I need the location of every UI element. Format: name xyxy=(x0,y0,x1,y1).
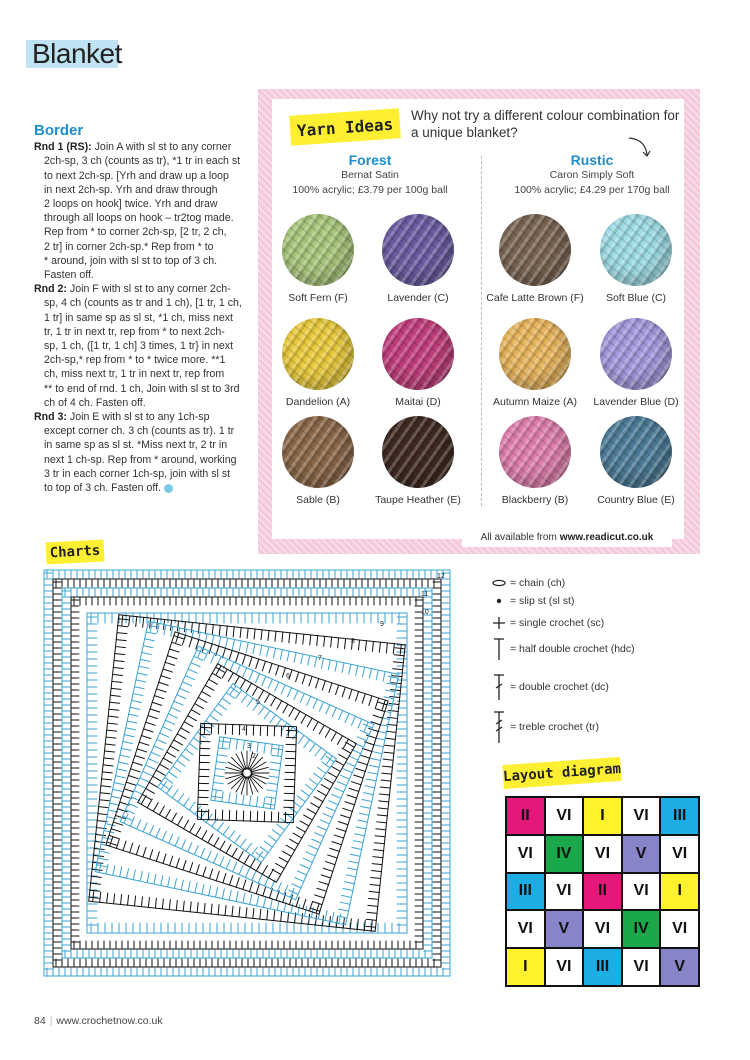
layout-cell: I xyxy=(661,874,698,910)
round-2-text: ** to end of rnd. 1 ch, Join with sl st to 3rd xyxy=(44,382,240,395)
chart-round-number: 5 xyxy=(256,699,260,706)
rustic-collection xyxy=(492,152,692,198)
layout-cell: III xyxy=(507,874,544,910)
yarn-ball xyxy=(382,416,454,488)
chart-inner-round xyxy=(106,632,388,914)
round-3 xyxy=(34,410,254,495)
rustic-name: Rustic xyxy=(570,152,614,168)
round-1-text: 2 loops on hook] twice. Yrh and draw xyxy=(44,198,218,211)
availability-note xyxy=(462,527,672,547)
layout-cell: VI xyxy=(584,911,621,947)
round-1-label: Rnd 1 (RS): xyxy=(34,141,92,154)
cross-sc-icon xyxy=(488,612,510,634)
round-2-text: sp, 1 ch, ([1 tr, 1 ch] 3 times, 1 tr} in next xyxy=(44,340,234,353)
round-2-text: ch, miss next tr, 1 tr in next tr, rep from xyxy=(44,368,225,381)
swatch-label: Autumn Maize (A) xyxy=(492,396,578,408)
swatch-label: Dandelion (A) xyxy=(285,396,351,408)
round-3-text: in same sp as sl st. *Miss next tr, 2 tr in xyxy=(44,439,228,452)
round-1-text: to next 2ch-sp. [Yrh and draw up a loop xyxy=(44,169,229,182)
chart-inner-round xyxy=(158,684,337,863)
charts-tag: Charts xyxy=(45,539,104,564)
t-double-slash-tr-icon xyxy=(488,716,510,738)
swatch-label: Blackberry (B) xyxy=(501,494,569,506)
round-2-text: ch of 4 ch. Fasten off. xyxy=(44,396,146,409)
chart-round-number: 12 xyxy=(437,573,445,580)
legend-label: = slip st (sl st) xyxy=(510,595,575,607)
layout-cell: VI xyxy=(661,911,698,947)
dot-slip-stitch-icon xyxy=(488,590,510,612)
round-2-text: 2ch-sp,* rep from * to * twice more. **1 xyxy=(44,354,226,367)
round-1-text: through all loops on hook – tr2tog made. xyxy=(44,212,234,225)
swatch-label: Sable (B) xyxy=(296,494,340,506)
layout-cell: III xyxy=(584,949,621,985)
layout-cell: VI xyxy=(546,949,583,985)
round-3-text: Join E with sl st to any 1ch-sp xyxy=(69,411,210,424)
round-2-label: Rnd 2: xyxy=(34,283,67,296)
yarn-swatch xyxy=(368,214,468,304)
page-title: Blanket xyxy=(32,38,122,69)
crochet-chart xyxy=(38,568,456,1008)
layout-cell: VI xyxy=(584,836,621,872)
layout-cell: VI xyxy=(661,836,698,872)
layout-cell: II xyxy=(507,798,544,834)
round-1-text: 2ch-sp, 3 ch (counts as tr), *1 tr in each st xyxy=(44,155,241,168)
readicut-link[interactable]: www.readicut.co.uk xyxy=(559,531,654,543)
yarn-ball xyxy=(282,214,354,286)
round-2 xyxy=(34,282,254,410)
round-1 xyxy=(34,140,254,282)
round-1-text: 2 tr] in corner 2ch-sp.* Rep from * to xyxy=(44,240,214,253)
chart-round-number: 4 xyxy=(242,726,246,733)
layout-cell: VI xyxy=(623,798,660,834)
layout-grid xyxy=(505,796,700,987)
swatch-label: Maitai (D) xyxy=(395,396,441,408)
layout-cell: I xyxy=(584,798,621,834)
swatch-label: Lavender Blue (D) xyxy=(593,396,679,408)
round-1-text: Fasten off. xyxy=(44,269,94,282)
chart-inner-round xyxy=(87,613,407,933)
yarn-swatch xyxy=(268,214,368,304)
chart-round-number: 3 xyxy=(247,743,251,750)
round-2-text: tr, 1 tr in next tr, rep from * to next 2ch- xyxy=(44,325,225,338)
yarn-swatch xyxy=(485,416,585,506)
forest-collection xyxy=(270,152,470,198)
layout-cell: I xyxy=(507,949,544,985)
rustic-brand: Caron Simply Soft xyxy=(549,169,635,181)
yarn-swatch xyxy=(586,416,686,506)
collection-divider xyxy=(481,156,482,506)
yarn-swatch xyxy=(586,318,686,408)
yarn-ball xyxy=(382,214,454,286)
yarn-swatch xyxy=(268,416,368,506)
round-2-text: sp, 4 ch (counts as tr and 1 ch), [1 tr, 1 ch, xyxy=(44,297,242,310)
round-1-text: Join A with sl st to any corner xyxy=(94,141,232,154)
round-1-text: * around, join with sl st to top of 3 ch. xyxy=(44,254,218,267)
border-instructions xyxy=(34,124,254,495)
yarn-swatch xyxy=(485,214,585,304)
round-3-text: 3 tr in each corner 1ch-sp, join with sl st xyxy=(44,467,231,480)
legend-label: = chain (ch) xyxy=(510,577,566,589)
chart-inner-round xyxy=(197,723,296,822)
round-1-text: in next 2ch-sp. Yrh and draw through xyxy=(44,183,218,196)
chart-border-round xyxy=(44,570,450,976)
chart-inner-round xyxy=(89,615,406,932)
layout-cell: V xyxy=(623,836,660,872)
round-2-text: Join F with sl st to any corner 2ch- xyxy=(69,283,231,296)
yarn-ball xyxy=(600,318,672,390)
layout-cell: VI xyxy=(546,874,583,910)
layout-diagram-tag: Layout diagram xyxy=(502,757,621,789)
round-3-text: next 1 ch-sp. Rep from * around, working xyxy=(44,453,237,466)
forest-brand: Bernat Satin xyxy=(341,169,399,181)
chart-round-number: 8 xyxy=(351,638,355,645)
page-number: 84 xyxy=(34,1015,46,1027)
yarn-ball xyxy=(382,318,454,390)
legend-label: = single crochet (sc) xyxy=(510,617,605,629)
legend-dc xyxy=(488,676,609,698)
layout-cell: V xyxy=(546,911,583,947)
border-heading: Border xyxy=(34,122,84,139)
swatch-label: Soft Blue (C) xyxy=(605,292,667,304)
availability-text: All available from xyxy=(480,531,557,543)
round-3-text: except corner ch. 3 ch (counts as tr). 1 tr xyxy=(44,425,235,438)
layout-cell: VI xyxy=(507,836,544,872)
yarn-ball xyxy=(499,318,571,390)
yarn-ball xyxy=(600,214,672,286)
layout-cell: III xyxy=(661,798,698,834)
yarn-swatch xyxy=(368,416,468,506)
chart-round-number: 9 xyxy=(380,621,384,628)
layout-cell: VI xyxy=(623,949,660,985)
t-hdc-icon xyxy=(488,638,510,660)
yarn-swatch xyxy=(586,214,686,304)
round-3-label: Rnd 3: xyxy=(34,411,67,424)
swatch-label: Cafe Latte Brown (F) xyxy=(486,292,584,304)
rustic-price: 100% acrylic; £4.29 per 170g ball xyxy=(514,184,670,196)
yarn-question: Why not try a different colour combination for a unique blanket? xyxy=(411,108,680,140)
layout-cell: IV xyxy=(546,836,583,872)
round-1-text: Rep from * to corner 2ch-sp, [2 tr, 2 ch, xyxy=(44,226,227,239)
legend-slip-stitch xyxy=(488,590,574,612)
yarn-ball xyxy=(282,416,354,488)
legend-label: = double crochet (dc) xyxy=(510,681,609,693)
chart-round-number: 6 xyxy=(286,673,290,680)
layout-cell: VI xyxy=(546,798,583,834)
forest-price: 100% acrylic; £3.79 per 100g ball xyxy=(292,184,448,196)
chart-border-round xyxy=(62,588,432,958)
round-3-text: to top of 3 ch. Fasten off. xyxy=(44,482,161,495)
layout-cell: II xyxy=(584,874,621,910)
swatch-label: Soft Fern (F) xyxy=(288,292,348,304)
legend-single-crochet xyxy=(488,612,604,634)
yarn-ball xyxy=(282,318,354,390)
layout-cell: IV xyxy=(623,911,660,947)
swatch-label: Country Blue (E) xyxy=(597,494,675,506)
chart-round-number: 7 xyxy=(318,655,322,662)
yarn-swatch xyxy=(368,318,468,408)
page-footer: 84 | www.crochetnow.co.uk xyxy=(34,1015,163,1027)
forest-name: Forest xyxy=(348,152,392,168)
yarn-swatch xyxy=(268,318,368,408)
yarn-ball xyxy=(499,214,571,286)
chart-inner-round xyxy=(95,621,399,925)
layout-cell: V xyxy=(661,949,698,985)
chart-round-number: 10 xyxy=(421,609,429,616)
legend-label: = treble crochet (tr) xyxy=(510,721,599,733)
chart-round-number: 11 xyxy=(421,591,429,598)
round-2-text: 1 tr] in same sp as sl st, *1 ch, miss next xyxy=(44,311,233,324)
yarn-ball xyxy=(600,416,672,488)
chart-center-burst xyxy=(225,751,269,795)
yarn-ball xyxy=(499,416,571,488)
legend-hdc xyxy=(488,638,635,660)
chart-round-number: 2 xyxy=(252,753,256,760)
legend-label: = half double crochet (hdc) xyxy=(510,643,635,655)
layout-cell: VI xyxy=(623,874,660,910)
yarn-swatch xyxy=(485,318,585,408)
layout-cell: VI xyxy=(507,911,544,947)
yarn-ideas-tag: Yarn Ideas xyxy=(289,108,401,146)
swatch-label: Taupe Heather (E) xyxy=(375,494,461,506)
legend-tr xyxy=(488,716,599,738)
end-marker-icon xyxy=(164,484,173,493)
footer-url[interactable]: www.crochetnow.co.uk xyxy=(56,1015,163,1027)
t-slash-dc-icon xyxy=(488,676,510,698)
swatch-label: Lavender (C) xyxy=(387,292,449,304)
